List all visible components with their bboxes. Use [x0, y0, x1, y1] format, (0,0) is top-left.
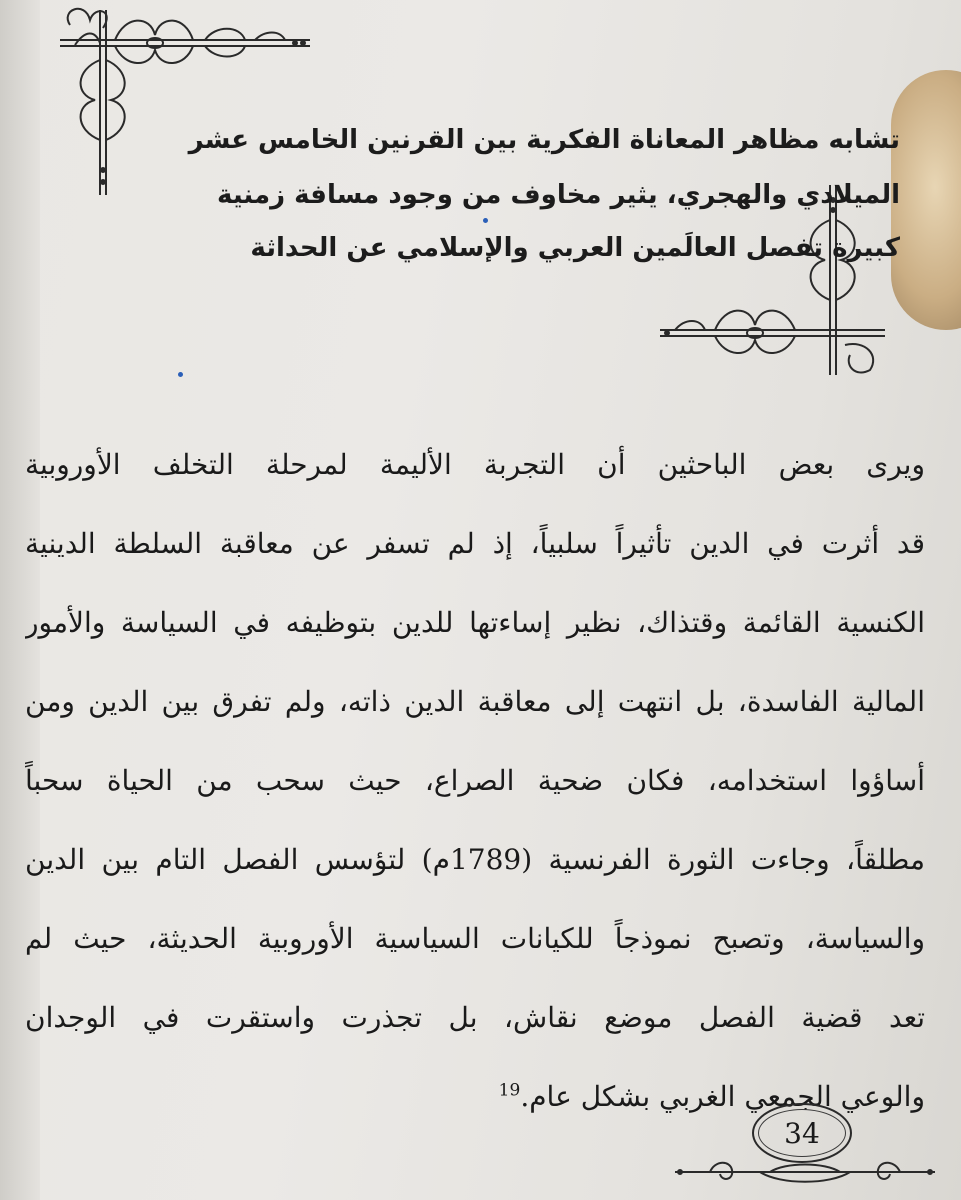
body-paragraph	[25, 425, 925, 1136]
body-line: تعد قضية الفصل موضع نقاش، بل تجذرت واستقرت في الوجدان	[25, 1001, 925, 1034]
body-line: الكنسية القائمة وقتذاك، نظير إساءتها للدين بتوظيفه في السياسة والأمور	[25, 606, 925, 639]
body-line: قد أثرت في الدين تأثيراً سلبياً، إذ لم تسفر عن معاقبة السلطة الدينية	[25, 527, 925, 560]
page-number-text: 34	[784, 1116, 820, 1150]
footnote-reference: 19	[498, 1080, 521, 1101]
blue-dot	[178, 372, 183, 377]
header-line-1: تشابه مظاهر المعاناة الفكرية بين القرنين الخامس عشر	[188, 125, 900, 155]
bottom-flourish-icon	[670, 1150, 940, 1200]
blue-dot	[483, 218, 488, 223]
thumb	[891, 70, 961, 330]
body-last-text: والوعي الجمعي الغربي بشكل عام.	[520, 1080, 925, 1113]
header-quote	[190, 110, 900, 280]
body-line: المالية الفاسدة، بل انتهت إلى معاقبة الدين ذاته، ولم تفرق بين الدين ومن	[25, 685, 925, 718]
body-line: أساؤوا استخدامه، فكان ضحية الصراع، حيث سحب من الحياة سحباً	[25, 764, 925, 797]
body-line: والسياسة، وتصبح نموذجاً للكيانات السياسية الأوروبية الحديثة، حيث لم	[25, 922, 925, 955]
header-line-2: الميلادي والهجري، يثير مخاوف من وجود مسافة زمنية	[217, 180, 900, 210]
header-line-3: كبيرة تفصل العالَمين العربي والإسلامي عن الحداثة	[250, 233, 900, 263]
body-line: ويرى بعض الباحثين أن التجربة الأليمة لمرحلة التخلف الأوروبية	[25, 448, 925, 481]
body-line: مطلقاً، وجاءت الثورة الفرنسية (1789م) لتؤسس الفصل التام بين الدين	[25, 843, 925, 876]
